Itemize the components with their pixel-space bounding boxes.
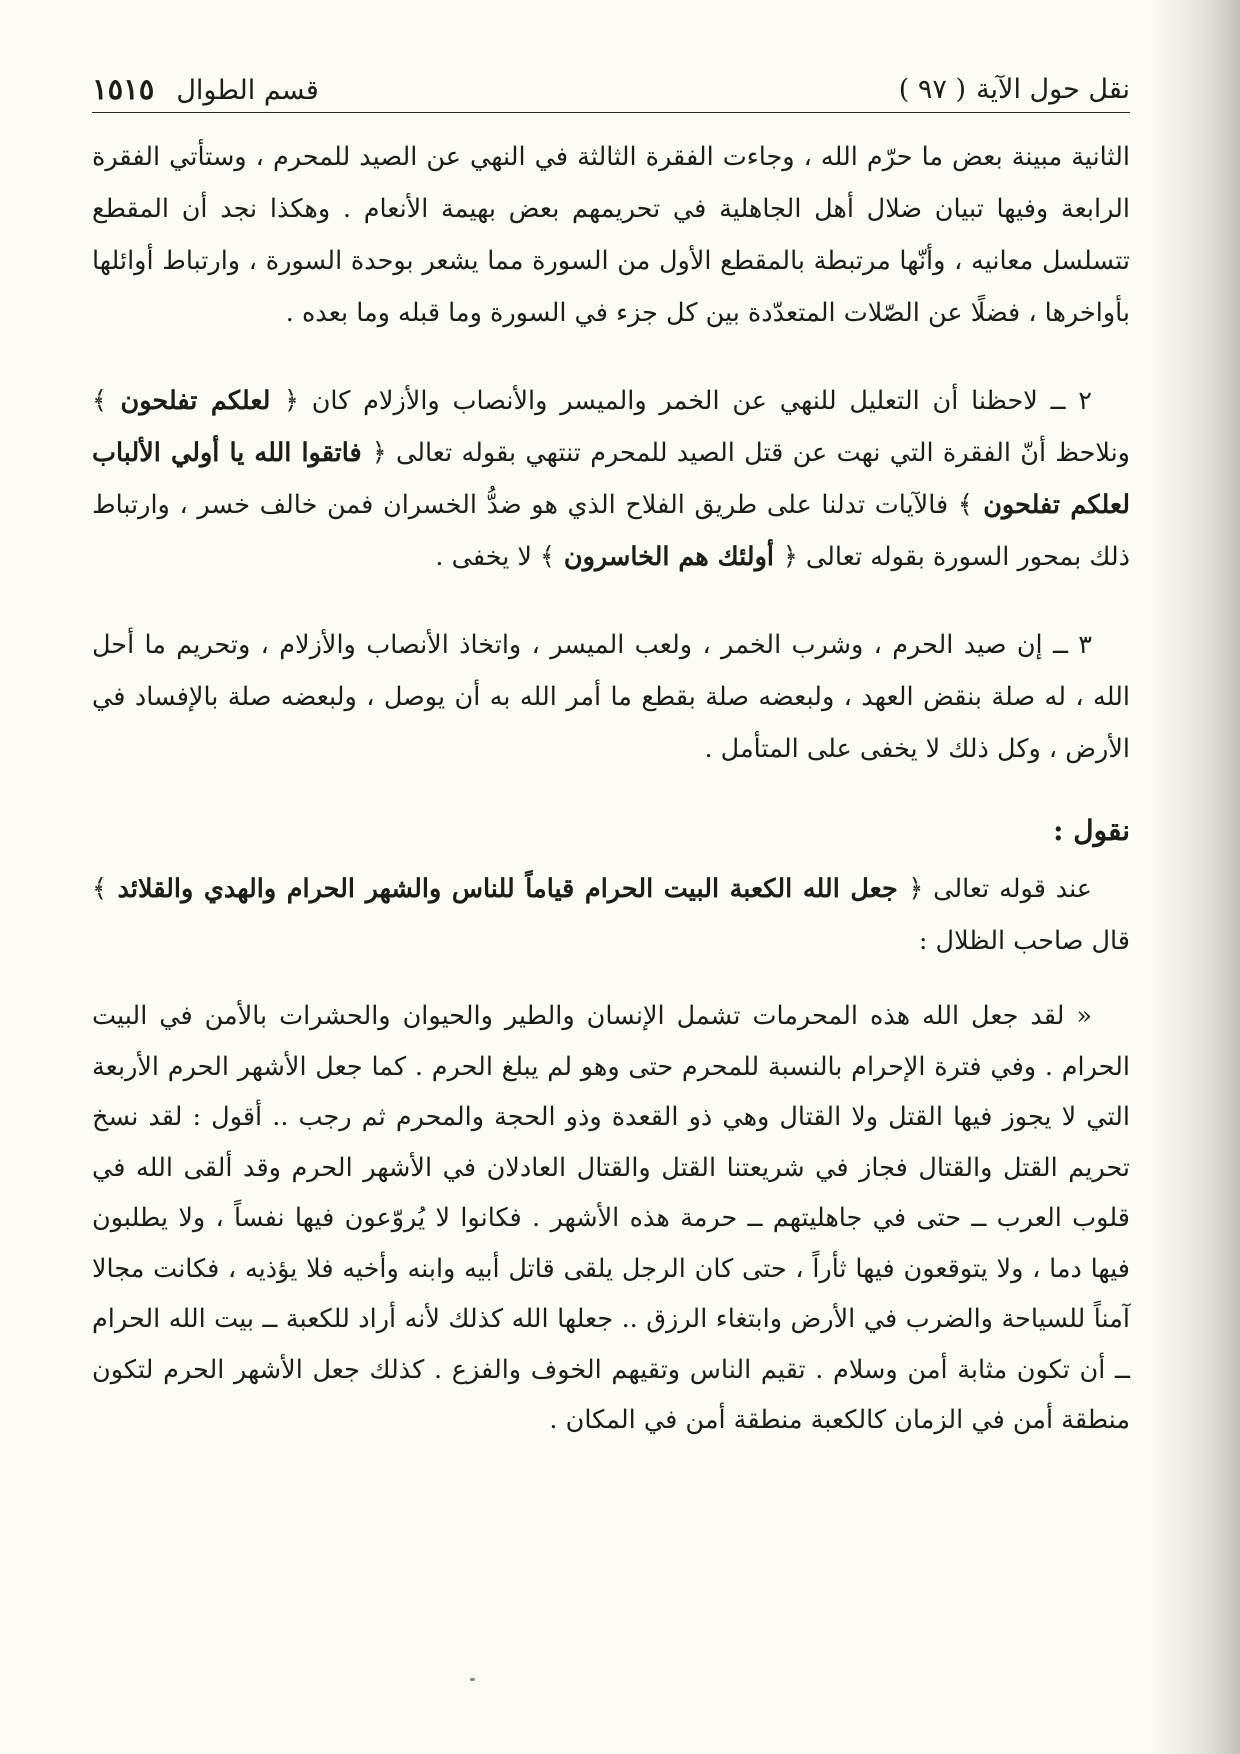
header-title: نقل حول الآية: [976, 74, 1130, 105]
page-edge-shadow: [1150, 0, 1240, 1754]
header-title-group: [899, 74, 1130, 105]
section-heading: نقول :: [1053, 814, 1130, 847]
p2-text-2: ﴾ ونلاحظ أنّ الفقرة التي نهت عن قتل الصيد للمحرم تنتهي بقوله تعالى ﴿: [92, 386, 1130, 468]
p3-text: ٣ ــ إن صيد الحرم ، وشرب الخمر ، ولعب الميسر ، واتخاذ الأنصاب والأزلام ، وتحريم ما أحل الله ، له صلة بنقض العهد ، ولبعضه صلة بقطع ما أمر الله به أن يوصل ، ولبعضه صلة بالإفساد في الأرض ، وكل ذلك لا يخفى على المتأمل .: [92, 630, 1130, 764]
header-section: قسم الطوال: [176, 75, 319, 106]
book-page: [92, 60, 1130, 1700]
block-quote: [92, 991, 1130, 1446]
page-number: ١٥١٥: [92, 72, 155, 106]
running-header: [92, 60, 1130, 113]
p2-text-1: ٢ ــ لاحظنا أن التعليل للنهي عن الخمر والميسر والأنصاب والأزلام كان ﴿: [283, 386, 1092, 416]
p4-text-1: عند قوله تعالى ﴿: [908, 874, 1092, 904]
paragraph-4: [92, 863, 1130, 967]
quote-text: « لقد جعل الله هذه المحرمات تشمل الإنسان والطير والحيوان والحشرات بالأمن في البيت الحرام . وفي فترة الإحرام بالنسبة للمحرم حتى وهو لم يبلغ الحرم . كما جعل الأشهر الحرم الأربعة التي لا يجوز فيها القتل ولا القتال وهي ذو القعدة وذو الحجة والمحرم ثم رجب .. أقول : لقد نسخ تحريم القتل والقتال فجاز في شريعتنا القتل والقتال العادلان في الأشهر الحرم وقد ألقى الله في قلوب العرب ــ حتى في جاهليتهم ــ حرمة هذه الأشهر . فكانوا لا يُروّعون فيها نفساً ، ولا يطلبون فيها دما ، ولا يتوقعون فيها ثأراً ، حتى كان الرجل يلقى قاتل أبيه وابنه وأخيه فلا يؤذيه ، فكانت مجالا آمناً للسياحة والضرب في الأرض وابتغاء الرزق .. جعلها الله كذلك لأنه أراد للكعبة ــ بيت الله الحرام ــ أن تكون مثابة أمن وسلام . تقيم الناس وتقيهم الخوف والفزع . كذلك جعل الأشهر الحرم لتكون منطقة أمن في الزمان كالكعبة منطقة أمن في المكان .: [92, 1001, 1130, 1435]
header-section-group: [92, 72, 319, 106]
paragraph-1: الثانية مبينة بعض ما حرّم الله ، وجاءت الفقرة الثالثة في النهي عن الصيد للمحرم ، وستأتي الفقرة الرابعة وفيها تبيان ضلال أهل الجاهلية في تحريمهم بعض بهيمة الأنعام . وهكذا نجد أن المقطع تتسلسل معانيه ، وأنّها مرتبطة بالمقطع الأول من السورة مما يشعر بوحدة السورة ، وارتباط أوائلها بأواخرها ، فضلًا عن الصّلات المتعدّدة بين كل جزء في السورة وما قبله وما بعده .: [92, 142, 1130, 328]
p2-text-3: ﴾ فالآيات تدلنا على طريق الفلاح الذي هو ضدُّ الخسران فمن خالف خسر ، وارتباط ذلك بمحور السورة بقوله تعالى ﴿: [92, 490, 1130, 572]
p4-quran-1: جعل الله الكعبة البيت الحرام قياماً للناس والشهر الحرام والهدي والقلائد: [106, 874, 909, 904]
page-speck: [470, 1678, 475, 1681]
header-verse-number: ( ٩٧ ): [898, 74, 967, 105]
p2-quran-3: أولئك هم الخاسرون: [555, 542, 783, 572]
p4-text-2: ﴾ قال صاحب الظلال :: [92, 874, 1130, 956]
p2-quran-2: فاتقوا الله يا أولي الألباب لعلكم تفلحون: [92, 438, 1130, 520]
paragraph-3: [92, 619, 1130, 775]
p2-text-4: ﴾ لا يخفى .: [435, 542, 555, 572]
p2-quran-1: لعلكم تفلحون: [106, 386, 284, 416]
paragraph-2: [92, 375, 1130, 583]
